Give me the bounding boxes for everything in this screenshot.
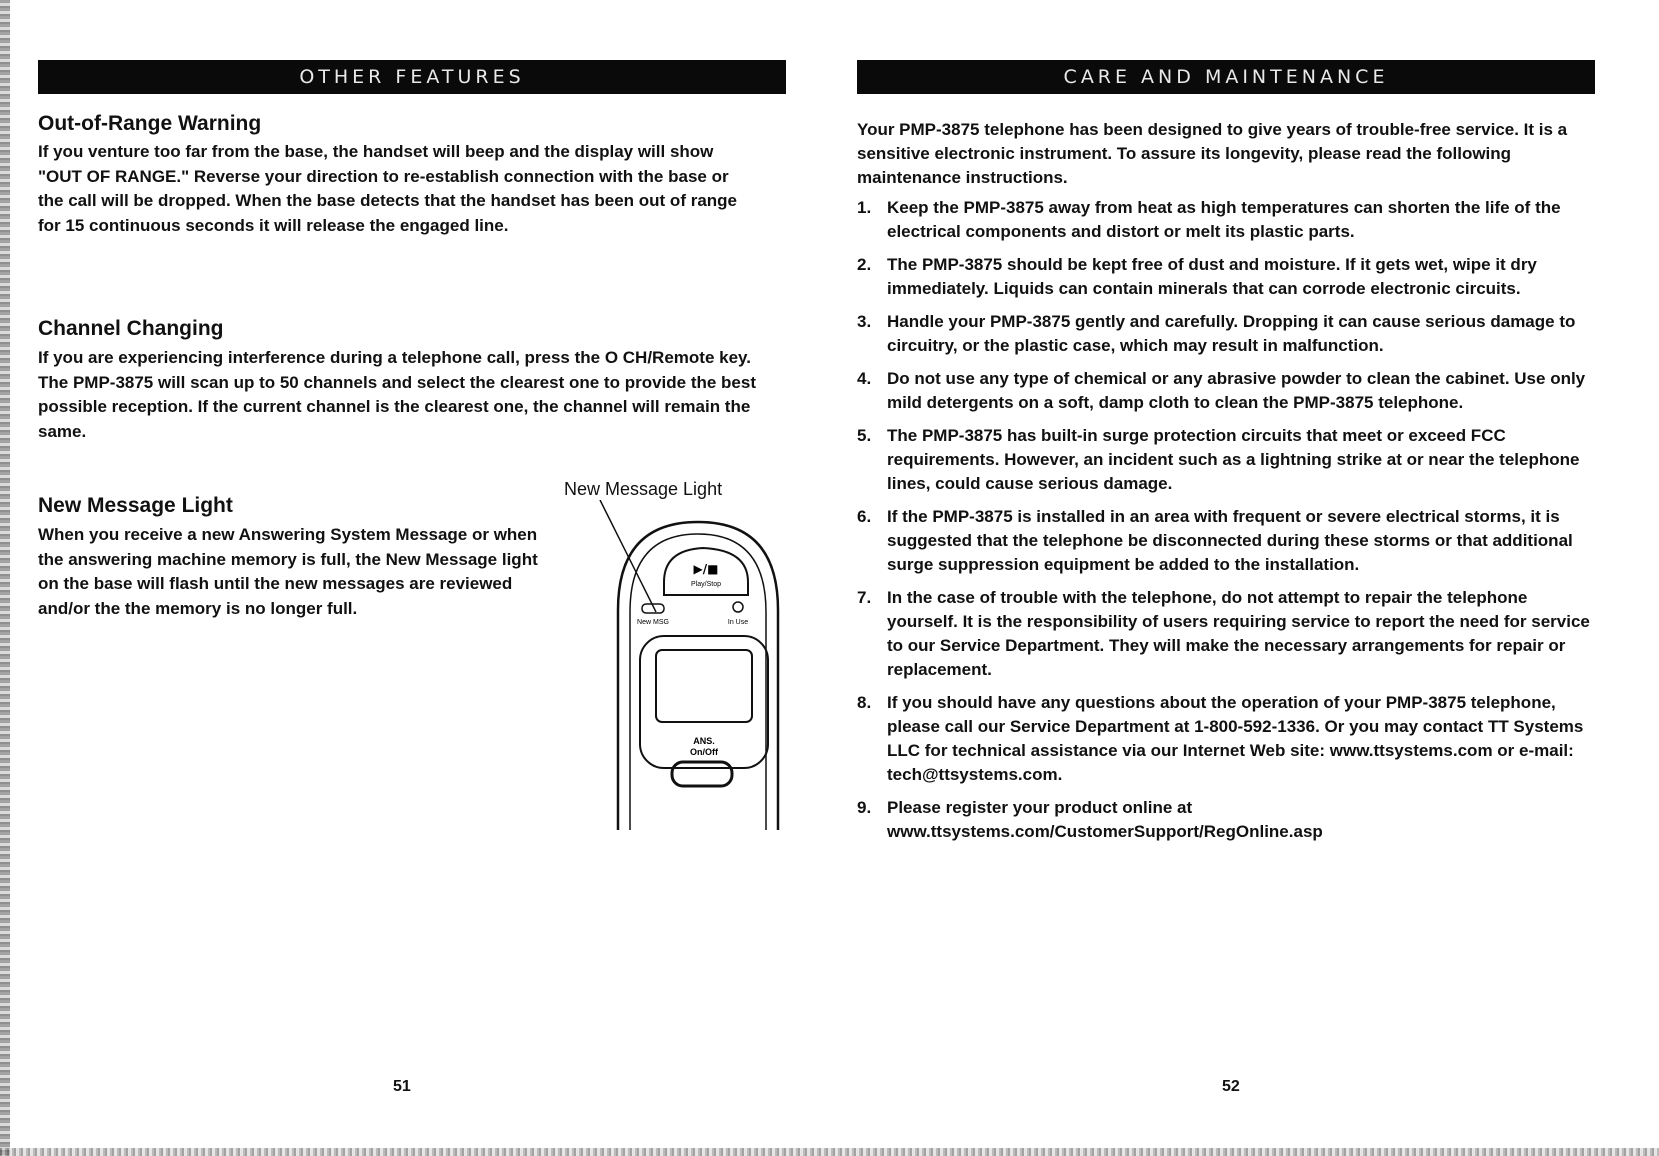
play-stop-symbol: ▶/■ [693, 562, 719, 576]
list-item [857, 586, 1595, 682]
list-item-text: Keep the PMP-3875 away from heat as high temperatures can shorten the life of the electrical components and distort or melt its plastic parts. [887, 198, 1561, 241]
list-item [857, 253, 1595, 301]
list-item [857, 796, 1595, 844]
handset-illustration [598, 500, 818, 830]
list-item-number: 8. [857, 693, 872, 712]
list-item [857, 196, 1595, 244]
handset-display [656, 650, 752, 722]
list-item-number: 7. [857, 588, 872, 607]
scan-edge-left [0, 0, 10, 1156]
list-item-number: 3. [857, 312, 872, 331]
in-use-label: In Use [727, 619, 749, 626]
care-intro-text: Your PMP-3875 telephone has been designed to give years of trouble-free service. It is a sensitive electronic instrument. To assure its longevity, please read the following maintenance instructions. [857, 120, 1568, 187]
out-of-range-title: Out-of-Range Warning [38, 112, 262, 135]
new-msg-label: New MSG [637, 619, 669, 626]
list-item-text: In the case of trouble with the telephone, do not attempt to repair the telephone yourself. It is the responsibility of users requiring service to report the need for service to our Service Department. They will make the necessary arrangements for repair or replacement. [887, 588, 1590, 679]
list-item-number: 5. [857, 426, 872, 445]
list-item-text: If the PMP-3875 is installed in an area with frequent or severe electrical storms, it is suggested that the telephone be disconnected during these storms or that additional surge suppression equipment be added to the installation. [887, 507, 1573, 574]
right-page-banner: CARE AND MAINTENANCE [857, 60, 1595, 94]
figure-callout-label: New Message Light [564, 479, 723, 499]
list-item-text: Do not use any type of chemical or any abrasive powder to clean the cabinet. Use only mild detergents on a soft, damp cloth to clean the PMP-3875 telephone. [887, 369, 1586, 412]
list-item-number: 9. [857, 798, 872, 817]
right-page [857, 0, 1595, 1156]
list-item-number: 4. [857, 369, 872, 388]
page-number-right: 52 [1222, 1078, 1240, 1095]
on-off-label: On/Off [690, 747, 718, 757]
ans-on-off-button [672, 762, 732, 786]
in-use-light [733, 602, 743, 612]
list-item-text: The PMP-3875 has built-in surge protection circuits that meet or exceed FCC requirements. However, an incident such as a lightning strike at or near the telephone lines, could cause serious damage. [887, 426, 1580, 493]
list-item [857, 310, 1595, 358]
care-instructions-list [857, 196, 1595, 853]
list-item [857, 367, 1595, 415]
left-page-banner: OTHER FEATURES [38, 60, 786, 94]
list-item [857, 424, 1595, 496]
list-item [857, 691, 1595, 787]
list-item-number: 6. [857, 507, 872, 526]
list-item [857, 505, 1595, 577]
ans-label: ANS. [693, 736, 715, 746]
list-item-text: Please register your product online at www.ttsystems.com/CustomerSupport/RegOnline.asp [887, 798, 1323, 841]
new-message-light-text: When you receive a new Answering System Message or when the answering machine memory is full, the New Message light on the base will flash until the new messages are reviewed and/or the the memory is no longer full. [38, 525, 538, 618]
list-item-number: 1. [857, 198, 872, 217]
new-message-light-title: New Message Light [38, 494, 233, 517]
out-of-range-text: If you venture too far from the base, the handset will beep and the display will show "OUT OF RANGE." Reverse your direction to re-establish connection with the base or the call will be dropped. When the base detects that the handset has been out of range for 15 continuous seconds it will release the engaged line. [38, 142, 737, 235]
list-item-number: 2. [857, 255, 872, 274]
list-item-text: The PMP-3875 should be kept free of dust and moisture. If it gets wet, wipe it dry immediately. Liquids can contain minerals that can corrode electronic circuits. [887, 255, 1537, 298]
left-page [38, 0, 786, 1156]
page-number-left: 51 [393, 1078, 411, 1095]
channel-changing-title: Channel Changing [38, 317, 224, 340]
channel-changing-text: If you are experiencing interference during a telephone call, press the O CH/Remote key. The PMP-3875 will scan up to 50 channels and select the clearest one to provide the best possible reception. If the current channel is the clearest one, the channel will remain the same. [38, 348, 756, 441]
list-item-text: If you should have any questions about the operation of your PMP-3875 telephone, please call our Service Department at 1-800-592-1336. Or you may contact TT Systems LLC for technical assistance via our Internet Web site: www.ttsystems.com or e-mail: tech@ttsystems.com. [887, 693, 1584, 784]
list-item-text: Handle your PMP-3875 gently and carefully. Dropping it can cause serious damage to circuitry, or the plastic case, which may result in malfunction. [887, 312, 1576, 355]
play-stop-label: Play/Stop [691, 581, 721, 588]
